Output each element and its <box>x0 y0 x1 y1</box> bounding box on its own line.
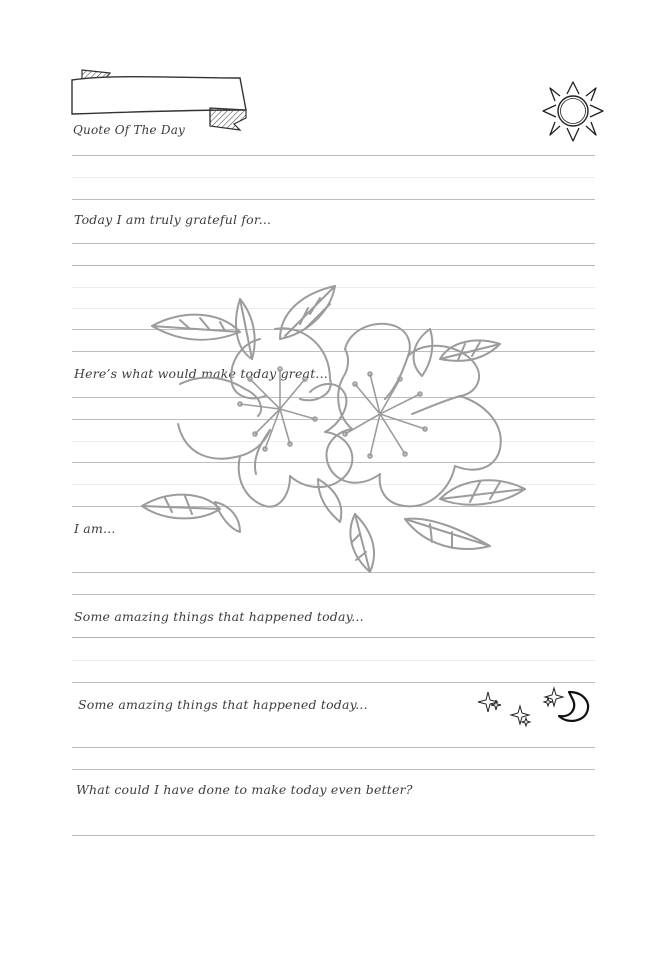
i-am-prompt: I am... <box>74 521 116 536</box>
writing-line <box>72 155 595 156</box>
writing-line <box>72 177 595 178</box>
writing-line <box>72 769 595 770</box>
writing-line <box>72 637 595 638</box>
flower-illustration <box>140 284 535 574</box>
writing-line <box>72 747 595 748</box>
writing-line <box>72 682 595 683</box>
sun-icon <box>540 80 606 144</box>
writing-line <box>72 243 595 244</box>
great-prompt: Here’s what would make today great... <box>74 366 328 381</box>
writing-line <box>72 265 595 266</box>
moon-icon <box>553 690 593 724</box>
amazing-prompt-2: Some amazing things that happened today... <box>78 697 368 712</box>
banner-label: Quote Of The Day <box>73 123 186 137</box>
writing-line <box>72 594 595 595</box>
amazing-prompt-1: Some amazing things that happened today... <box>74 609 364 624</box>
writing-line <box>72 835 595 836</box>
better-prompt: What could I have done to make today even better? <box>76 782 413 797</box>
writing-line <box>72 660 595 661</box>
grateful-prompt: Today I am truly grateful for... <box>74 212 272 227</box>
writing-line <box>72 199 595 200</box>
